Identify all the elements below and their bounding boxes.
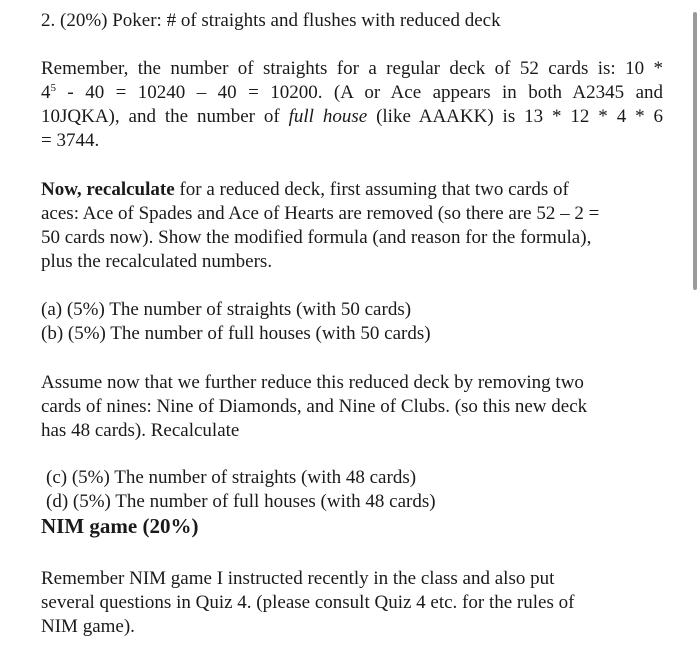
assume-line-1: Assume now that we further reduce this reduced deck by removing two bbox=[41, 372, 584, 393]
part-d: (d) (5%) The number of full houses (with 48 cards) bbox=[46, 491, 436, 512]
remember-line-3 bbox=[41, 105, 663, 129]
power-exponent: 5 bbox=[50, 82, 56, 94]
nim-heading: NIM game (20%) bbox=[41, 514, 199, 538]
power-base: 4 bbox=[41, 82, 51, 103]
recalc-bold-phrase: Now, recalculate bbox=[41, 179, 175, 200]
part-c: (c) (5%) The number of straights (with 48 cards) bbox=[46, 467, 417, 488]
full-house-term: full house bbox=[288, 106, 368, 127]
part-a: (a) (5%) The number of straights (with 50 cards) bbox=[41, 299, 412, 320]
nim-line-3: NIM game). bbox=[41, 616, 135, 637]
assume-line-3: has 48 cards). Recalculate bbox=[41, 420, 240, 441]
remember-line-1: Remember, the number of straights for a regular deck of 52 cards is: 10 * bbox=[41, 58, 663, 79]
part-b: (b) (5%) The number of full houses (with 50 cards) bbox=[41, 323, 431, 344]
recalc-line-3: 50 cards now). Show the modified formula (and reason for the formula), bbox=[41, 227, 592, 248]
question-2-title: 2. (20%) Poker: # of straights and flushes with reduced deck bbox=[41, 10, 501, 31]
nim-line-1: Remember NIM game I instructed recently in the class and also put bbox=[41, 568, 555, 589]
scrollbar-thumb[interactable] bbox=[693, 12, 697, 290]
remember-line-2-rest: - 40 = 10240 – 40 = 10200. (A or Ace appears in both A2345 and bbox=[56, 82, 663, 103]
recalc-line-2: aces: Ace of Spades and Ace of Hearts are removed (so there are 52 – 2 = bbox=[41, 203, 600, 224]
recalc-line-1 bbox=[41, 178, 569, 202]
remember-line-4: = 3744. bbox=[41, 130, 100, 151]
remember-line-2 bbox=[41, 81, 663, 105]
assume-line-2: cards of nines: Nine of Diamonds, and Nine of Clubs. (so this new deck bbox=[41, 396, 588, 417]
remember-line-3-pre: 10JQKA), and the number of bbox=[41, 106, 289, 127]
remember-line-3-post: (like AAAKK) is 13 * 12 * 4 * 6 bbox=[367, 106, 663, 127]
recalc-line-4: plus the recalculated numbers. bbox=[41, 251, 273, 272]
recalc-line-1-rest: for a reduced deck, first assuming that two cards of bbox=[174, 179, 569, 200]
nim-line-2: several questions in Quiz 4. (please consult Quiz 4 etc. for the rules of bbox=[41, 592, 575, 613]
vertical-scrollbar[interactable] bbox=[690, 0, 700, 648]
